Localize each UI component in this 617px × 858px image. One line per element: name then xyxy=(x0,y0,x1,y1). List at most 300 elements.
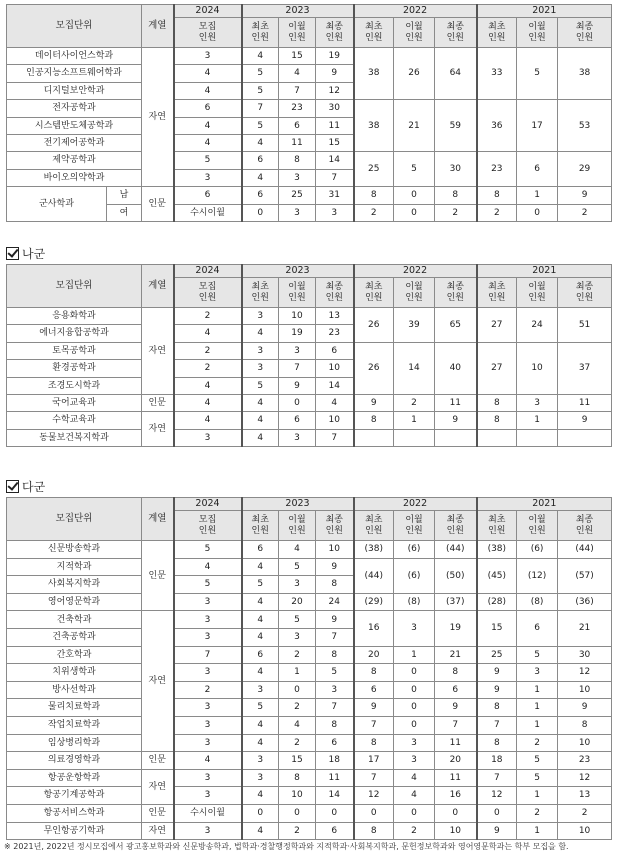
cell-initial-2023: 3 xyxy=(242,342,279,359)
dept-name: 지적학과 xyxy=(7,558,142,576)
dept-name: 작업치료학과 xyxy=(7,716,142,734)
cell-final-2021: 10 xyxy=(558,822,612,840)
cell-final-2023: 18 xyxy=(316,752,354,770)
cell-carry-2022: 4 xyxy=(394,769,435,787)
cell-final-2021: (36) xyxy=(558,593,612,611)
dept-name: 전기제어공학과 xyxy=(7,134,142,151)
cell-recruit-2024: 3 xyxy=(174,664,242,682)
cell-final-2023: 7 xyxy=(316,628,354,646)
cell-final-2022: (37) xyxy=(435,593,477,611)
header-unit: 모집단위 xyxy=(7,5,142,48)
cell-initial-2023: 5 xyxy=(242,117,279,134)
cell-carry-2022: 0 xyxy=(394,681,435,699)
cell-final-2022: 2 xyxy=(435,204,477,221)
table-row xyxy=(7,769,612,787)
cell-initial-2022: 9 xyxy=(354,699,394,717)
cell-carry-2022: 4 xyxy=(394,787,435,805)
cell-initial-2022: 38 xyxy=(354,100,394,152)
cell-carry-2021: 5 xyxy=(517,769,558,787)
dept-name: 건축공학과 xyxy=(7,628,142,646)
cell-final-2022: 8 xyxy=(435,187,477,204)
cell-carry-2023: 7 xyxy=(279,82,316,99)
cell-carry-2021: 17 xyxy=(517,100,558,152)
cell-final-2023: 15 xyxy=(316,134,354,151)
cell-recruit-2024: 2 xyxy=(174,308,242,325)
cell-initial-2022: 8 xyxy=(354,822,394,840)
cell-final-2021: 11 xyxy=(558,394,612,411)
cell-initial-2023: 6 xyxy=(242,187,279,204)
header-2022: 2022 xyxy=(354,265,477,278)
cell-carry-2022: 0 xyxy=(394,664,435,682)
header-2021: 2021 xyxy=(477,498,612,511)
cell-carry-2022: 21 xyxy=(394,100,435,152)
cell-initial-2023: 3 xyxy=(242,308,279,325)
cell-initial-2022: 26 xyxy=(354,308,394,343)
dept-name: 사회복지학과 xyxy=(7,576,142,594)
header-carry: 이월 인원 xyxy=(279,278,316,308)
cell-recruit-2024: 4 xyxy=(174,65,242,82)
cell-final-2021: 9 xyxy=(558,412,612,429)
table-row xyxy=(7,804,612,822)
cell-initial-2022: 8 xyxy=(354,664,394,682)
track-label: 자연 xyxy=(142,412,174,447)
empty-cell xyxy=(435,429,477,446)
cell-initial-2021: (45) xyxy=(477,558,517,593)
cell-carry-2021: 0 xyxy=(517,204,558,221)
cell-carry-2022: 0 xyxy=(394,716,435,734)
cell-initial-2023: 5 xyxy=(242,82,279,99)
header-carry: 이월 인원 xyxy=(394,18,435,48)
table-row xyxy=(7,734,612,752)
cell-initial-2023: 6 xyxy=(242,541,279,559)
cell-final-2023: 3 xyxy=(316,681,354,699)
cell-carry-2023: 3 xyxy=(279,429,316,446)
table-row xyxy=(7,541,612,559)
cell-initial-2022: 20 xyxy=(354,646,394,664)
cell-carry-2023: 10 xyxy=(279,308,316,325)
cell-carry-2023: 4 xyxy=(279,541,316,559)
cell-initial-2022: 38 xyxy=(354,48,394,100)
cell-carry-2023: 1 xyxy=(279,664,316,682)
cell-final-2022: 65 xyxy=(435,308,477,343)
cell-carry-2023: 3 xyxy=(279,169,316,186)
cell-final-2023: 7 xyxy=(316,169,354,186)
cell-final-2022: 11 xyxy=(435,734,477,752)
dept-name: 항공기계공학과 xyxy=(7,787,142,805)
cell-final-2023: 8 xyxy=(316,576,354,594)
cell-initial-2022: 6 xyxy=(354,681,394,699)
cell-final-2023: 10 xyxy=(316,541,354,559)
cell-carry-2021: (6) xyxy=(517,541,558,559)
cell-final-2021: 38 xyxy=(558,48,612,100)
cell-final-2022: 59 xyxy=(435,100,477,152)
header-initial: 최초 인원 xyxy=(354,278,394,308)
cell-carry-2021: 1 xyxy=(517,699,558,717)
cell-carry-2021: 5 xyxy=(517,752,558,770)
cell-recruit-2024: 3 xyxy=(174,769,242,787)
cell-carry-2023: 8 xyxy=(279,152,316,169)
cell-carry-2021: 24 xyxy=(517,308,558,343)
table-row xyxy=(7,787,612,805)
cell-carry-2022: (6) xyxy=(394,541,435,559)
cell-final-2023: 8 xyxy=(316,716,354,734)
cell-carry-2023: 3 xyxy=(279,576,316,594)
dept-name: 물리치료학과 xyxy=(7,699,142,717)
cell-initial-2023: 5 xyxy=(242,576,279,594)
cell-initial-2023: 4 xyxy=(242,394,279,411)
cell-carry-2023: 2 xyxy=(279,699,316,717)
dept-name: 디지털보안학과 xyxy=(7,82,142,99)
dept-name: 방사선학과 xyxy=(7,681,142,699)
cell-recruit-2024: 2 xyxy=(174,681,242,699)
cell-carry-2021: 5 xyxy=(517,646,558,664)
header-2024: 2024 xyxy=(174,5,242,18)
header-recruit: 모집 인원 xyxy=(174,18,242,48)
cell-carry-2023: 0 xyxy=(279,804,316,822)
cell-carry-2022: 39 xyxy=(394,308,435,343)
cell-carry-2022: 2 xyxy=(394,822,435,840)
cell-final-2022: 16 xyxy=(435,787,477,805)
cell-final-2021: 2 xyxy=(558,204,612,221)
dept-name: 치위생학과 xyxy=(7,664,142,682)
cell-final-2022: 64 xyxy=(435,48,477,100)
cell-carry-2023: 4 xyxy=(279,716,316,734)
section-title-da: 다군 xyxy=(6,478,45,495)
track-label: 인문 xyxy=(142,541,174,611)
cell-initial-2022: 12 xyxy=(354,787,394,805)
cell-initial-2022: 8 xyxy=(354,187,394,204)
cell-initial-2021: 8 xyxy=(477,394,517,411)
track-label: 인문 xyxy=(142,394,174,411)
dept-name: 바이오의약학과 xyxy=(7,169,142,186)
cell-final-2022: 9 xyxy=(435,699,477,717)
cell-initial-2023: 4 xyxy=(242,593,279,611)
sub-label: 여 xyxy=(107,204,142,221)
cell-initial-2023: 5 xyxy=(242,377,279,394)
track-label: 자연 xyxy=(142,611,174,752)
cell-carry-2021: 1 xyxy=(517,187,558,204)
header-2022: 2022 xyxy=(354,498,477,511)
table-row xyxy=(7,412,612,429)
cell-initial-2021: 27 xyxy=(477,342,517,394)
cell-carry-2022: 0 xyxy=(394,804,435,822)
cell-initial-2021: 8 xyxy=(477,187,517,204)
cell-carry-2023: 5 xyxy=(279,611,316,629)
header-initial: 최초 인원 xyxy=(477,511,517,541)
cell-final-2023: 11 xyxy=(316,769,354,787)
table-row xyxy=(7,716,612,734)
header-2024: 2024 xyxy=(174,265,242,278)
cell-recruit-2024: 수시이월 xyxy=(174,804,242,822)
cell-initial-2021: 2 xyxy=(477,204,517,221)
cell-final-2023: 12 xyxy=(316,82,354,99)
cell-carry-2023: 20 xyxy=(279,593,316,611)
cell-initial-2023: 4 xyxy=(242,664,279,682)
dept-name: 무인항공기학과 xyxy=(7,822,142,840)
cell-initial-2022: 8 xyxy=(354,412,394,429)
cell-initial-2021: 36 xyxy=(477,100,517,152)
header-final: 최종 인원 xyxy=(558,278,612,308)
cell-recruit-2024: 3 xyxy=(174,593,242,611)
dept-name: 수학교육과 xyxy=(7,412,142,429)
cell-final-2022: (44) xyxy=(435,541,477,559)
dept-name: 항공서비스학과 xyxy=(7,804,142,822)
cell-carry-2023: 0 xyxy=(279,394,316,411)
cell-initial-2023: 6 xyxy=(242,152,279,169)
cell-final-2023: 4 xyxy=(316,394,354,411)
cell-final-2021: (44) xyxy=(558,541,612,559)
header-final: 최종 인원 xyxy=(316,511,354,541)
table-row xyxy=(7,646,612,664)
cell-initial-2022: (38) xyxy=(354,541,394,559)
cell-carry-2021: 6 xyxy=(517,611,558,646)
track-label: 자연 xyxy=(142,48,174,187)
dept-name: 시스템반도체공학과 xyxy=(7,117,142,134)
cell-recruit-2024: 4 xyxy=(174,82,242,99)
cell-carry-2022: 1 xyxy=(394,412,435,429)
cell-carry-2023: 8 xyxy=(279,769,316,787)
cell-final-2023: 6 xyxy=(316,822,354,840)
cell-final-2023: 31 xyxy=(316,187,354,204)
header-carry: 이월 인원 xyxy=(517,278,558,308)
cell-final-2021: 37 xyxy=(558,342,612,394)
track-label: 인문 xyxy=(142,804,174,822)
cell-initial-2021: 33 xyxy=(477,48,517,100)
cell-recruit-2024: 4 xyxy=(174,325,242,342)
cell-carry-2021: 10 xyxy=(517,342,558,394)
cell-final-2022: (50) xyxy=(435,558,477,593)
track-label: 인문 xyxy=(142,187,174,222)
cell-final-2023: 5 xyxy=(316,664,354,682)
cell-carry-2021: 1 xyxy=(517,681,558,699)
cell-initial-2021: 8 xyxy=(477,412,517,429)
header-track: 계열 xyxy=(142,498,174,541)
cell-carry-2023: 3 xyxy=(279,628,316,646)
cell-final-2021: 29 xyxy=(558,152,612,187)
cell-final-2022: 21 xyxy=(435,646,477,664)
header-2022: 2022 xyxy=(354,5,477,18)
dept-name: 조경도시학과 xyxy=(7,377,142,394)
header-final: 최종 인원 xyxy=(435,18,477,48)
cell-final-2022: 8 xyxy=(435,664,477,682)
header-2023: 2023 xyxy=(242,5,354,18)
cell-final-2023: 10 xyxy=(316,360,354,377)
table-row xyxy=(7,394,612,411)
cell-recruit-2024: 6 xyxy=(174,187,242,204)
header-initial: 최초 인원 xyxy=(242,511,279,541)
table-da xyxy=(6,497,612,840)
cell-final-2023: 19 xyxy=(316,48,354,65)
cell-initial-2023: 4 xyxy=(242,628,279,646)
table-row xyxy=(7,699,612,717)
dept-name: 간호학과 xyxy=(7,646,142,664)
cell-final-2022: 0 xyxy=(435,804,477,822)
cell-final-2023: 9 xyxy=(316,558,354,576)
table-row xyxy=(7,611,612,629)
cell-carry-2023: 3 xyxy=(279,204,316,221)
dept-name: 영어영문학과 xyxy=(7,593,142,611)
cell-final-2021: 12 xyxy=(558,769,612,787)
cell-final-2021: 10 xyxy=(558,681,612,699)
cell-final-2021: 53 xyxy=(558,100,612,152)
cell-final-2023: 23 xyxy=(316,325,354,342)
dept-name: 데이터사이언스학과 xyxy=(7,48,142,65)
dept-name: 인공지능소프트웨어학과 xyxy=(7,65,142,82)
cell-final-2021: 21 xyxy=(558,611,612,646)
cell-carry-2022: 5 xyxy=(394,152,435,187)
cell-initial-2023: 4 xyxy=(242,716,279,734)
dept-name: 임상병리학과 xyxy=(7,734,142,752)
dept-name: 의료경영학과 xyxy=(7,752,142,770)
cell-initial-2023: 3 xyxy=(242,681,279,699)
cell-final-2023: 14 xyxy=(316,377,354,394)
cell-carry-2023: 0 xyxy=(279,681,316,699)
dept-name: 전자공학과 xyxy=(7,100,142,117)
cell-final-2023: 6 xyxy=(316,342,354,359)
cell-initial-2023: 0 xyxy=(242,804,279,822)
cell-recruit-2024: 4 xyxy=(174,117,242,134)
empty-cell xyxy=(354,429,394,446)
cell-final-2022: 40 xyxy=(435,342,477,394)
table-ga xyxy=(6,4,612,222)
table-row xyxy=(7,822,612,840)
table-row xyxy=(7,752,612,770)
cell-final-2023: 9 xyxy=(316,65,354,82)
cell-initial-2023: 4 xyxy=(242,325,279,342)
cell-final-2022: 10 xyxy=(435,822,477,840)
cell-recruit-2024: 4 xyxy=(174,412,242,429)
cell-final-2023: 10 xyxy=(316,412,354,429)
cell-final-2023: 14 xyxy=(316,787,354,805)
header-final: 최종 인원 xyxy=(316,278,354,308)
cell-final-2023: 11 xyxy=(316,117,354,134)
header-initial: 최초 인원 xyxy=(354,18,394,48)
cell-carry-2022: (6) xyxy=(394,558,435,593)
dept-name: 동물보건복지학과 xyxy=(7,429,142,446)
cell-initial-2023: 3 xyxy=(242,360,279,377)
header-2021: 2021 xyxy=(477,265,612,278)
cell-recruit-2024: 2 xyxy=(174,342,242,359)
cell-initial-2023: 4 xyxy=(242,558,279,576)
cell-final-2021: 23 xyxy=(558,752,612,770)
cell-recruit-2024: 3 xyxy=(174,734,242,752)
cell-initial-2021: 7 xyxy=(477,769,517,787)
cell-initial-2022: (44) xyxy=(354,558,394,593)
cell-carry-2022: 3 xyxy=(394,752,435,770)
cell-initial-2023: 4 xyxy=(242,412,279,429)
cell-final-2021: 12 xyxy=(558,664,612,682)
table-row xyxy=(7,187,612,204)
track-label: 자연 xyxy=(142,822,174,840)
cell-carry-2023: 19 xyxy=(279,325,316,342)
cell-carry-2023: 9 xyxy=(279,377,316,394)
cell-initial-2023: 4 xyxy=(242,134,279,151)
cell-initial-2022: 8 xyxy=(354,734,394,752)
cell-recruit-2024: 4 xyxy=(174,394,242,411)
header-track: 계열 xyxy=(142,265,174,308)
dept-name: 신문방송학과 xyxy=(7,541,142,559)
cell-recruit-2024: 4 xyxy=(174,377,242,394)
cell-final-2023: 7 xyxy=(316,429,354,446)
footnote: ※ 2021년, 2022년 정시모집에서 광고홍보학과와 신문방송학과, 법학과·경찰행정학과와 지적학과·사회복지학과, 문헌정보학과와 영어영문학과는 학부 모집을 함. xyxy=(4,842,569,851)
cell-carry-2022: 0 xyxy=(394,699,435,717)
cell-carry-2021: 2 xyxy=(517,734,558,752)
table-na xyxy=(6,264,612,447)
cell-carry-2023: 5 xyxy=(279,558,316,576)
cell-initial-2022: 17 xyxy=(354,752,394,770)
cell-initial-2021: 7 xyxy=(477,716,517,734)
cell-recruit-2024: 5 xyxy=(174,152,242,169)
cell-initial-2023: 7 xyxy=(242,100,279,117)
cell-initial-2022: 2 xyxy=(354,204,394,221)
cell-initial-2023: 4 xyxy=(242,48,279,65)
sub-label: 남 xyxy=(107,187,142,204)
cell-initial-2022: 7 xyxy=(354,716,394,734)
cell-final-2023: 3 xyxy=(316,204,354,221)
cell-initial-2023: 0 xyxy=(242,204,279,221)
header-track: 계열 xyxy=(142,5,174,48)
header-carry: 이월 인원 xyxy=(279,511,316,541)
table-row xyxy=(7,48,612,65)
header-initial: 최초 인원 xyxy=(354,511,394,541)
header-2023: 2023 xyxy=(242,265,354,278)
cell-recruit-2024: 3 xyxy=(174,48,242,65)
cell-final-2021: 8 xyxy=(558,716,612,734)
cell-carry-2023: 15 xyxy=(279,752,316,770)
cell-recruit-2024: 4 xyxy=(174,558,242,576)
cell-initial-2021: 12 xyxy=(477,787,517,805)
cell-initial-2023: 4 xyxy=(242,429,279,446)
header-final: 최종 인원 xyxy=(558,511,612,541)
cell-final-2023: 30 xyxy=(316,100,354,117)
cell-initial-2021: 8 xyxy=(477,699,517,717)
track-label: 자연 xyxy=(142,308,174,395)
cell-carry-2022: 3 xyxy=(394,734,435,752)
empty-cell xyxy=(477,429,517,446)
cell-initial-2021: 0 xyxy=(477,804,517,822)
dept-name: 환경공학과 xyxy=(7,360,142,377)
cell-final-2022: 11 xyxy=(435,394,477,411)
cell-final-2023: 14 xyxy=(316,152,354,169)
cell-initial-2021: (28) xyxy=(477,593,517,611)
table-row xyxy=(7,342,612,359)
table-row xyxy=(7,308,612,325)
cell-carry-2023: 2 xyxy=(279,734,316,752)
empty-cell xyxy=(394,429,435,446)
cell-final-2021: 10 xyxy=(558,734,612,752)
header-carry: 이월 인원 xyxy=(279,18,316,48)
header-initial: 최초 인원 xyxy=(242,278,279,308)
cell-final-2021: 30 xyxy=(558,646,612,664)
empty-cell xyxy=(517,429,558,446)
cell-carry-2023: 7 xyxy=(279,360,316,377)
dept-name: 건축학과 xyxy=(7,611,142,629)
dept-name: 토목공학과 xyxy=(7,342,142,359)
track-label: 인문 xyxy=(142,752,174,770)
cell-initial-2021: (38) xyxy=(477,541,517,559)
cell-initial-2021: 18 xyxy=(477,752,517,770)
table-row xyxy=(7,558,612,576)
header-carry: 이월 인원 xyxy=(394,511,435,541)
table-row xyxy=(7,681,612,699)
cell-carry-2023: 3 xyxy=(279,342,316,359)
cell-initial-2022: (29) xyxy=(354,593,394,611)
cell-initial-2022: 16 xyxy=(354,611,394,646)
header-unit: 모집단위 xyxy=(7,265,142,308)
header-recruit: 모집 인원 xyxy=(174,278,242,308)
cell-initial-2021: 9 xyxy=(477,664,517,682)
table-row xyxy=(7,100,612,117)
